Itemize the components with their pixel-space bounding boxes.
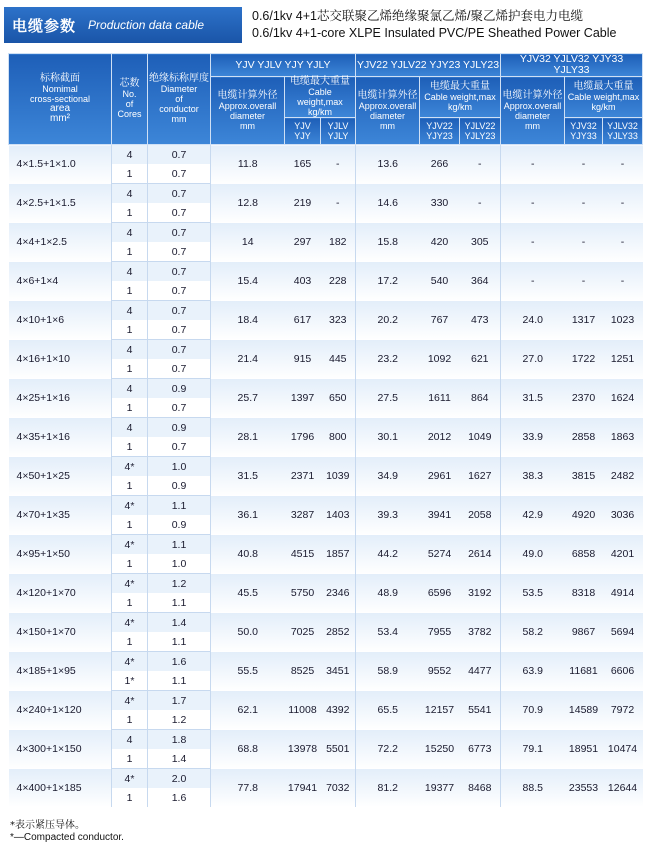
thickness-cell: 0.7 (148, 242, 211, 262)
weight-cell: 2482 (603, 457, 643, 496)
cores-cell: 4 (112, 262, 148, 282)
header-sub-yjv: YJV YJY (285, 118, 321, 145)
diameter-cell: 81.2 (356, 769, 420, 808)
diameter-cell: 62.1 (211, 691, 285, 730)
header-sub-yjlv22: YJLV22 YJLY23 (460, 118, 501, 145)
cores-cell: 1 (112, 593, 148, 613)
table-row (9, 769, 643, 789)
cores-cell: 4 (112, 301, 148, 321)
weight-cell: 3782 (460, 613, 501, 652)
table-row (9, 574, 643, 594)
weight-cell: 1317 (565, 301, 603, 340)
weight-cell: 305 (460, 223, 501, 262)
weight-cell: 4477 (460, 652, 501, 691)
weight-cell: 1039 (321, 457, 356, 496)
weight-cell: 4914 (603, 574, 643, 613)
weight-cell: 3451 (321, 652, 356, 691)
weight-cell: 473 (460, 301, 501, 340)
weight-cell: 1023 (603, 301, 643, 340)
diameter-cell: 42.9 (501, 496, 565, 535)
weight-cell: 1611 (420, 379, 460, 418)
weight-cell: 266 (420, 145, 460, 184)
cores-cell: 1 (112, 437, 148, 457)
diameter-cell: 45.5 (211, 574, 285, 613)
weight-cell: 5750 (285, 574, 321, 613)
table-row (9, 457, 643, 477)
diameter-cell: 27.0 (501, 340, 565, 379)
diameter-cell: 23.2 (356, 340, 420, 379)
thickness-cell: 0.7 (148, 437, 211, 457)
weight-cell: 1251 (603, 340, 643, 379)
cores-cell: 4* (112, 613, 148, 633)
weight-cell: 10474 (603, 730, 643, 769)
diameter-cell: 65.5 (356, 691, 420, 730)
cores-cell: 4 (112, 184, 148, 204)
table-row (9, 418, 643, 438)
section-cell: 4×120+1×70 (9, 574, 112, 613)
header-diameter-2: 电缆计算外径 Approx.overall diameter mm (356, 77, 420, 145)
weight-cell: 17941 (285, 769, 321, 808)
section-cell: 4×4+1×2.5 (9, 223, 112, 262)
thickness-cell: 1.1 (148, 535, 211, 555)
diameter-cell: 20.2 (356, 301, 420, 340)
weight-cell: 9552 (420, 652, 460, 691)
header-group-yjv22: YJV22 YJLV22 YJY23 YJLY23 (356, 54, 501, 77)
weight-cell: 219 (285, 184, 321, 223)
diameter-cell: - (501, 262, 565, 301)
diameter-cell: 21.4 (211, 340, 285, 379)
weight-cell: 5501 (321, 730, 356, 769)
diameter-cell: 53.4 (356, 613, 420, 652)
thickness-cell: 1.6 (148, 652, 211, 672)
weight-cell: 2852 (321, 613, 356, 652)
table-row (9, 184, 643, 204)
cores-cell: 4 (112, 730, 148, 750)
title-cn: 电缆参数 (12, 16, 77, 35)
section-cell: 4×300+1×150 (9, 730, 112, 769)
thickness-cell: 1.2 (148, 574, 211, 594)
diameter-cell: 15.4 (211, 262, 285, 301)
cores-cell: 4 (112, 379, 148, 399)
weight-cell: 228 (321, 262, 356, 301)
weight-cell: 915 (285, 340, 321, 379)
weight-cell: 2858 (565, 418, 603, 457)
section-cell: 4×70+1×35 (9, 496, 112, 535)
weight-cell: 1624 (603, 379, 643, 418)
section-cell: 4×10+1×6 (9, 301, 112, 340)
weight-cell: 403 (285, 262, 321, 301)
header-sub-yjlv32: YJLV32 YJLY33 (603, 118, 643, 145)
weight-cell: 1092 (420, 340, 460, 379)
cores-cell: 4* (112, 574, 148, 594)
weight-cell: 1857 (321, 535, 356, 574)
weight-cell: 650 (321, 379, 356, 418)
thickness-cell: 0.7 (148, 340, 211, 360)
table-row (9, 340, 643, 360)
table-row (9, 145, 643, 165)
table-row (9, 652, 643, 672)
weight-cell: 6606 (603, 652, 643, 691)
weight-cell: 1627 (460, 457, 501, 496)
weight-cell: 1722 (565, 340, 603, 379)
diameter-cell: 38.3 (501, 457, 565, 496)
thickness-cell: 0.7 (148, 184, 211, 204)
diameter-cell: 68.8 (211, 730, 285, 769)
weight-cell: 13978 (285, 730, 321, 769)
diameter-cell: 30.1 (356, 418, 420, 457)
title-en: Production data cable (88, 18, 205, 32)
diameter-cell: 18.4 (211, 301, 285, 340)
cores-cell: 1 (112, 164, 148, 184)
cores-cell: 1 (112, 320, 148, 340)
footnote-cn: *表示紧压导体。 (10, 820, 85, 831)
thickness-cell: 1.1 (148, 671, 211, 691)
weight-cell: 8318 (565, 574, 603, 613)
weight-cell: 23553 (565, 769, 603, 808)
weight-cell: 3287 (285, 496, 321, 535)
cores-cell: 4* (112, 535, 148, 555)
table-row (9, 730, 643, 750)
diameter-cell: 27.5 (356, 379, 420, 418)
header-weight-3: 电缆最大重量 Cable weight,max kg/km (565, 77, 643, 118)
weight-cell: 12644 (603, 769, 643, 808)
header-sub-yjlv: YJLV YJLY (321, 118, 356, 145)
weight-cell: 4201 (603, 535, 643, 574)
table-row (9, 379, 643, 399)
diameter-cell: 31.5 (211, 457, 285, 496)
header-diameter-1: 电缆计算外径 Approx.overall diameter mm (211, 77, 285, 145)
weight-cell: 800 (321, 418, 356, 457)
weight-cell: 9867 (565, 613, 603, 652)
weight-cell: - (565, 262, 603, 301)
diameter-cell: 24.0 (501, 301, 565, 340)
section-cell: 4×6+1×4 (9, 262, 112, 301)
thickness-cell: 0.9 (148, 515, 211, 535)
cores-cell: 1 (112, 554, 148, 574)
table-row (9, 301, 643, 321)
thickness-cell: 1.7 (148, 691, 211, 711)
weight-cell: 5694 (603, 613, 643, 652)
weight-cell: 8525 (285, 652, 321, 691)
cores-cell: 1* (112, 671, 148, 691)
diameter-cell: 13.6 (356, 145, 420, 184)
weight-cell: 7025 (285, 613, 321, 652)
thickness-cell: 1.1 (148, 632, 211, 652)
diameter-cell: 12.8 (211, 184, 285, 223)
cable-data-table (8, 53, 643, 807)
weight-cell: 7032 (321, 769, 356, 808)
weight-cell: - (565, 223, 603, 262)
weight-cell: 330 (420, 184, 460, 223)
header-weight-1: 电缆最大重量 Cable weight,max kg/km (285, 77, 356, 118)
weight-cell: 297 (285, 223, 321, 262)
cores-cell: 4* (112, 652, 148, 672)
weight-cell: - (460, 184, 501, 223)
weight-cell: 2614 (460, 535, 501, 574)
cores-cell: 4* (112, 496, 148, 516)
weight-cell: - (460, 145, 501, 184)
diameter-cell: - (501, 223, 565, 262)
cores-cell: 1 (112, 203, 148, 223)
cores-cell: 4 (112, 340, 148, 360)
weight-cell: 7972 (603, 691, 643, 730)
weight-cell: 3815 (565, 457, 603, 496)
section-cell: 4×1.5+1×1.0 (9, 145, 112, 184)
weight-cell: 1049 (460, 418, 501, 457)
header-section: 标称截面 Nomimal cross-sectional area mm² (9, 54, 112, 145)
diameter-cell: 15.8 (356, 223, 420, 262)
cores-cell: 4 (112, 145, 148, 165)
weight-cell: 1863 (603, 418, 643, 457)
thickness-cell: 0.7 (148, 359, 211, 379)
diameter-cell: 72.2 (356, 730, 420, 769)
weight-cell: 621 (460, 340, 501, 379)
thickness-cell: 1.4 (148, 749, 211, 769)
thickness-cell: 0.7 (148, 262, 211, 282)
weight-cell: 14589 (565, 691, 603, 730)
thickness-cell: 1.2 (148, 710, 211, 730)
weight-cell: 182 (321, 223, 356, 262)
table-row (9, 535, 643, 555)
thickness-cell: 1.1 (148, 593, 211, 613)
diameter-cell: 58.2 (501, 613, 565, 652)
weight-cell: 1796 (285, 418, 321, 457)
footnote (10, 820, 124, 844)
footnote-en: *—Compacted conductor. (10, 832, 124, 843)
weight-cell: - (603, 145, 643, 184)
weight-cell: 19377 (420, 769, 460, 808)
cores-cell: 1 (112, 710, 148, 730)
weight-cell: - (565, 145, 603, 184)
thickness-cell: 1.8 (148, 730, 211, 750)
cores-cell: 1 (112, 398, 148, 418)
weight-cell: 12157 (420, 691, 460, 730)
weight-cell: 6596 (420, 574, 460, 613)
diameter-cell: 14.6 (356, 184, 420, 223)
diameter-cell: 70.9 (501, 691, 565, 730)
section-cell: 4×185+1×95 (9, 652, 112, 691)
diameter-cell: 50.0 (211, 613, 285, 652)
weight-cell: 445 (321, 340, 356, 379)
diameter-cell: 88.5 (501, 769, 565, 808)
thickness-cell: 0.7 (148, 398, 211, 418)
weight-cell: - (321, 184, 356, 223)
weight-cell: 165 (285, 145, 321, 184)
diameter-cell: 49.0 (501, 535, 565, 574)
thickness-cell: 0.7 (148, 301, 211, 321)
thickness-cell: 0.7 (148, 281, 211, 301)
diameter-cell: 53.5 (501, 574, 565, 613)
diameter-cell: 17.2 (356, 262, 420, 301)
diameter-cell: 63.9 (501, 652, 565, 691)
diameter-cell: 44.2 (356, 535, 420, 574)
weight-cell: 4515 (285, 535, 321, 574)
cable-description (252, 8, 616, 42)
title-banner (4, 7, 242, 43)
header-sub-yjv32: YJV32 YJY33 (565, 118, 603, 145)
diameter-cell: - (501, 145, 565, 184)
weight-cell: 11681 (565, 652, 603, 691)
cores-cell: 1 (112, 515, 148, 535)
weight-cell: 5541 (460, 691, 501, 730)
table-row (9, 262, 643, 282)
weight-cell: 767 (420, 301, 460, 340)
cores-cell: 4 (112, 418, 148, 438)
diameter-cell: 34.9 (356, 457, 420, 496)
header-thickness: 绝缘标称厚度 Diameter of conductor mm (148, 54, 211, 145)
diameter-cell: 33.9 (501, 418, 565, 457)
diameter-cell: 14 (211, 223, 285, 262)
weight-cell: 2961 (420, 457, 460, 496)
table-row (9, 223, 643, 243)
weight-cell: 2346 (321, 574, 356, 613)
header-cores: 芯数 No. of Cores (112, 54, 148, 145)
thickness-cell: 1.4 (148, 613, 211, 633)
cores-cell: 1 (112, 476, 148, 496)
weight-cell: 420 (420, 223, 460, 262)
weight-cell: 540 (420, 262, 460, 301)
cores-cell: 1 (112, 632, 148, 652)
section-cell: 4×240+1×120 (9, 691, 112, 730)
weight-cell: 1397 (285, 379, 321, 418)
weight-cell: 2058 (460, 496, 501, 535)
diameter-cell: 28.1 (211, 418, 285, 457)
header-weight-2: 电缆最大重量 Cable weight,max kg/km (420, 77, 501, 118)
weight-cell: 4392 (321, 691, 356, 730)
diameter-cell: 77.8 (211, 769, 285, 808)
thickness-cell: 0.7 (148, 164, 211, 184)
diameter-cell: 31.5 (501, 379, 565, 418)
weight-cell: - (321, 145, 356, 184)
weight-cell: 2370 (565, 379, 603, 418)
thickness-cell: 0.7 (148, 145, 211, 165)
section-cell: 4×150+1×70 (9, 613, 112, 652)
section-cell: 4×16+1×10 (9, 340, 112, 379)
weight-cell: 7955 (420, 613, 460, 652)
weight-cell: 1403 (321, 496, 356, 535)
weight-cell: 11008 (285, 691, 321, 730)
diameter-cell: 58.9 (356, 652, 420, 691)
weight-cell: 4920 (565, 496, 603, 535)
section-cell: 4×2.5+1×1.5 (9, 184, 112, 223)
diameter-cell: 25.7 (211, 379, 285, 418)
weight-cell: - (603, 262, 643, 301)
weight-cell: 3192 (460, 574, 501, 613)
section-cell: 4×95+1×50 (9, 535, 112, 574)
weight-cell: 8468 (460, 769, 501, 808)
weight-cell: 2371 (285, 457, 321, 496)
header-diameter-3: 电缆计算外径 Approx.overall diameter mm (501, 77, 565, 145)
table-row (9, 496, 643, 516)
weight-cell: 864 (460, 379, 501, 418)
thickness-cell: 1.1 (148, 496, 211, 516)
section-cell: 4×50+1×25 (9, 457, 112, 496)
weight-cell: 323 (321, 301, 356, 340)
weight-cell: 3941 (420, 496, 460, 535)
weight-cell: 18951 (565, 730, 603, 769)
weight-cell: 3036 (603, 496, 643, 535)
weight-cell: 5274 (420, 535, 460, 574)
cores-cell: 4* (112, 457, 148, 477)
section-cell: 4×35+1×16 (9, 418, 112, 457)
diameter-cell: 48.9 (356, 574, 420, 613)
table-row (9, 691, 643, 711)
description-en: 0.6/1kv 4+1-core XLPE Insulated PVC/PE Sheathed Power Cable (252, 26, 617, 40)
thickness-cell: 2.0 (148, 769, 211, 789)
weight-cell: 6773 (460, 730, 501, 769)
thickness-cell: 1.0 (148, 554, 211, 574)
diameter-cell: 40.8 (211, 535, 285, 574)
weight-cell: 617 (285, 301, 321, 340)
header-group-yjv32: YJV32 YJLV32 YJY33 YJLY33 (501, 54, 643, 77)
thickness-cell: 0.9 (148, 379, 211, 399)
cores-cell: 4 (112, 223, 148, 243)
description-cn: 0.6/1kv 4+1芯交联聚乙烯绝缘聚氯乙烯/聚乙烯护套电力电缆 (252, 9, 583, 23)
cores-cell: 4* (112, 691, 148, 711)
weight-cell: 6858 (565, 535, 603, 574)
header-sub-yjv22: YJV22 YJY23 (420, 118, 460, 145)
weight-cell: - (565, 184, 603, 223)
cores-cell: 4* (112, 769, 148, 789)
weight-cell: 2012 (420, 418, 460, 457)
weight-cell: - (603, 184, 643, 223)
section-cell: 4×400+1×185 (9, 769, 112, 808)
diameter-cell: 36.1 (211, 496, 285, 535)
thickness-cell: 0.7 (148, 223, 211, 243)
weight-cell: - (603, 223, 643, 262)
thickness-cell: 0.9 (148, 418, 211, 438)
diameter-cell: 39.3 (356, 496, 420, 535)
cores-cell: 1 (112, 281, 148, 301)
weight-cell: 364 (460, 262, 501, 301)
cores-cell: 1 (112, 749, 148, 769)
section-cell: 4×25+1×16 (9, 379, 112, 418)
thickness-cell: 1.0 (148, 457, 211, 477)
diameter-cell: 55.5 (211, 652, 285, 691)
thickness-cell: 0.9 (148, 476, 211, 496)
thickness-cell: 0.7 (148, 320, 211, 340)
header-group-yjv: YJV YJLV YJY YJLY (211, 54, 356, 77)
diameter-cell: - (501, 184, 565, 223)
diameter-cell: 11.8 (211, 145, 285, 184)
cores-cell: 1 (112, 359, 148, 379)
page-header (0, 0, 650, 48)
table-row (9, 613, 643, 633)
cores-cell: 1 (112, 242, 148, 262)
diameter-cell: 79.1 (501, 730, 565, 769)
thickness-cell: 1.6 (148, 788, 211, 807)
cores-cell: 1 (112, 788, 148, 807)
thickness-cell: 0.7 (148, 203, 211, 223)
weight-cell: 15250 (420, 730, 460, 769)
